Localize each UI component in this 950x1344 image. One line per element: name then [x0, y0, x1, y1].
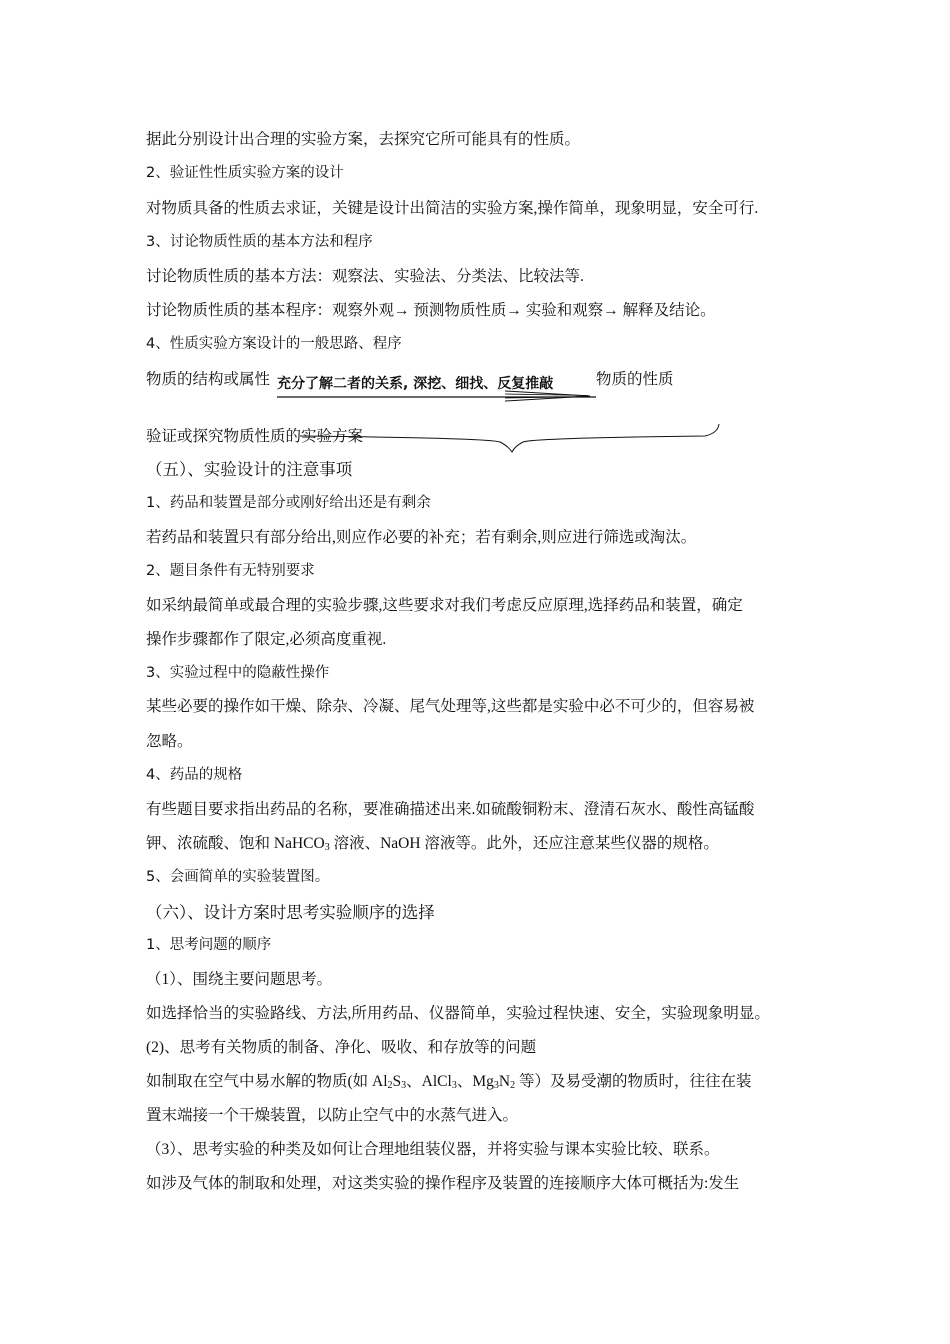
subheading: 2、题目条件有无特别要求	[146, 563, 315, 579]
paragraph: 某些必要的操作如干燥、除杂、冷凝、尾气处理等,这些都是实验中必不可少的，但容易被	[146, 698, 755, 715]
text-run: 等）及易受潮的物质时，往往在装	[515, 1073, 752, 1090]
diagram-right-label: 物质的性质	[596, 371, 674, 388]
subscript: 3	[493, 1080, 499, 1091]
subheading: 3、讨论物质性质的基本方法和程序	[146, 234, 373, 250]
subheading: 5、会画简单的实验装置图。	[146, 869, 330, 885]
text-run: S	[392, 1073, 402, 1090]
subscript: 2	[387, 1080, 393, 1091]
subscript: 3	[324, 842, 330, 853]
paragraph: （3）、思考实验的种类及如何让合理地组装仪器，并将实验与课本实验比较、联系。	[146, 1141, 720, 1158]
section-heading: （五）、实验设计的注意事项	[146, 460, 353, 479]
text-run: 、AlCl	[406, 1073, 452, 1090]
subheading: 1、药品和装置是部分或刚好给出还是有剩余	[146, 495, 431, 511]
paragraph: 对物质具备的性质去求证，关键是设计出简洁的实验方案,操作简单，现象明显，安全可行.	[146, 200, 759, 217]
diagram-left-label: 物质的结构或属性	[146, 371, 271, 388]
paragraph	[146, 831, 719, 853]
paragraph: 置末端接一个干燥装置，以防止空气中的水蒸气进入。	[146, 1107, 519, 1124]
paragraph	[146, 1069, 751, 1091]
subheading: 2、验证性性质实验方案的设计	[146, 165, 344, 181]
text-run: 如制取在空气中易水解的物质(如 Al	[146, 1073, 388, 1090]
subheading: 3、实验过程中的隐蔽性操作	[146, 665, 330, 681]
subheading: 4、药品的规格	[146, 767, 243, 783]
text-run: 溶液、NaOH 溶液等。此外，还应注意某些仪器的规格。	[329, 835, 719, 852]
paragraph: 如采纳最简单或最合理的实验步骤,这些要求对我们考虑反应原理,选择药品和装置，确定	[146, 597, 743, 614]
paragraph: 据此分别设计出合理的实验方案，去探究它所可能具有的性质。	[146, 131, 581, 148]
diagram-arrow-head	[505, 391, 590, 401]
text-run: 钾、浓硫酸、饱和 NaHCO	[146, 835, 325, 852]
paragraph: 讨论物质性质的基本方法：观察法、实验法、分类法、比较法等.	[146, 268, 584, 285]
diagram-bottom-label: 验证或探究物质性质的实验方案	[146, 428, 364, 445]
section-heading: （六）、设计方案时思考实验顺序的选择	[146, 903, 435, 922]
subheading: 1、思考问题的顺序	[146, 937, 272, 953]
subheading: 4、性质实验方案设计的一般思路、程序	[146, 336, 402, 352]
paragraph: 忽略。	[146, 733, 193, 750]
paragraph: （1）、围绕主要问题思考。	[146, 971, 333, 988]
paragraph: 若药品和装置只有部分给出,则应作必要的补充；若有剩余,则应进行筛选或淘汰。	[146, 529, 697, 546]
paragraph: 有些题目要求指出药品的名称，要准确描述出来.如硫酸铜粉末、澄清石灰水、酸性高锰酸	[146, 801, 755, 818]
text-run: N	[498, 1073, 511, 1090]
diagram-connectors	[0, 0, 950, 460]
paragraph: (2)、思考有关物质的制备、净化、吸收、和存放等的问题	[146, 1039, 537, 1056]
paragraph: 如涉及气体的制取和处理，对这类实验的操作程序及装置的连接顺序大体可概括为:发生	[146, 1175, 740, 1192]
subscript: 2	[510, 1080, 516, 1091]
subscript: 3	[451, 1080, 457, 1091]
paragraph: 讨论物质性质的基本程序：观察外观→ 预测物质性质→ 实验和观察→ 解释及结论。	[146, 302, 716, 319]
subscript: 3	[401, 1080, 407, 1091]
text-run: 、Mg	[456, 1073, 494, 1090]
paragraph: 如选择恰当的实验路线、方法,所用药品、仪器简单，实验过程快速、安全，实验现象明显。	[146, 1005, 770, 1022]
diagram-arrow-label: 充分了解二者的关系, 深挖、细找、反复推敲	[277, 376, 554, 392]
paragraph: 操作步骤都作了限定,必须高度重视.	[146, 631, 387, 648]
